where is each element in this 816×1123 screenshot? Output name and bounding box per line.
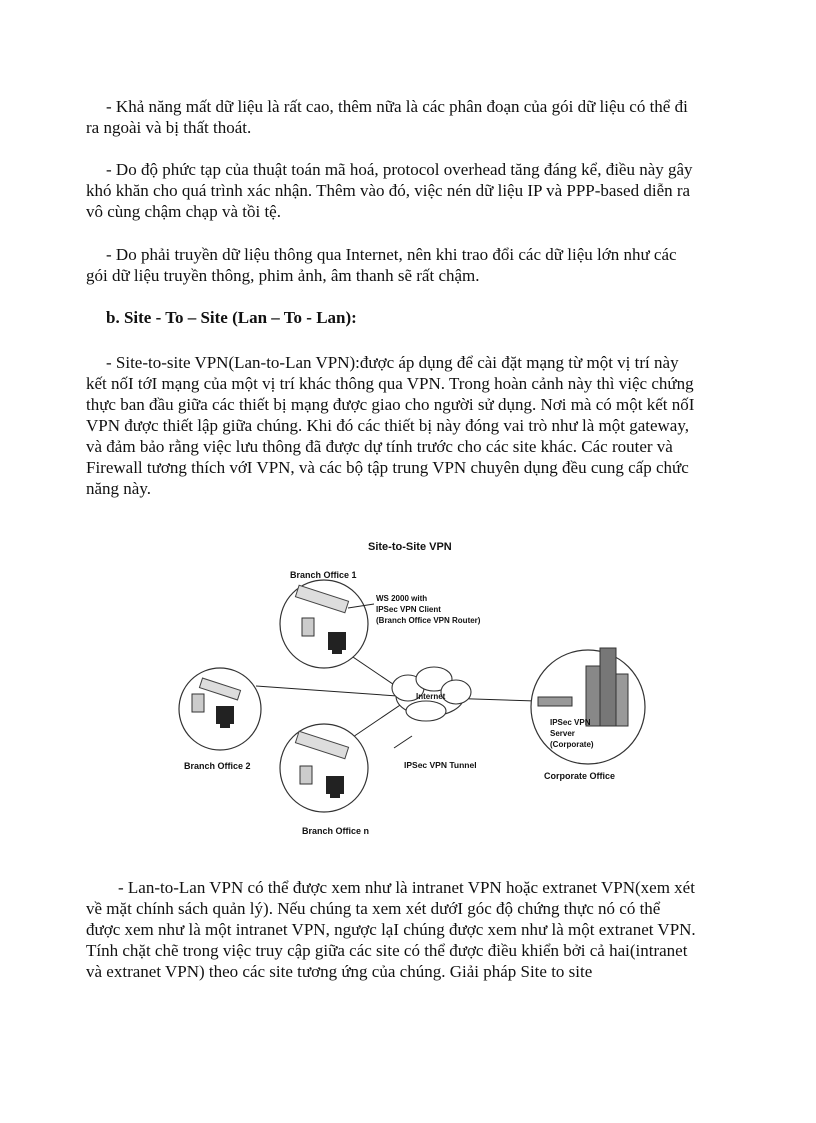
ws2000-label-line2: IPSec VPN Client	[376, 605, 441, 614]
paragraph-site-to-site: - Site-to-site VPN(Lan-to-Lan VPN):được áp dụng để cài đặt mạng từ một vị trí này kết nốI tớI mạng của một vị trí khác thông qua VPN. Trong hoàn cảnh này thì việc chứng thực ban đầu giữa các thiết bị mạng được giao cho người sử dụng. Nơi mà có một kết nốI VPN được thiết lập giữa chúng. Khi đó các thiết bị này đóng vai trò như là một gateway, và đảm bảo rằng việc lưu thông đã được dự tính trước cho các site khác. Các router và Firewall tương thích vớI VPN, và các bộ tập trung VPN chuyên dụng đều cung cấp chức năng này.	[86, 353, 695, 498]
branch-office-2-label: Branch Office 2	[184, 761, 251, 771]
ipsec-tunnel-label: IPSec VPN Tunnel	[404, 760, 477, 770]
ws2000-label-line3: (Branch Office VPN Router)	[376, 616, 481, 625]
paragraph-internet-speed: - Do phải truyền dữ liệu thông qua Internet, nên khi trao đổi các dữ liệu lớn như các gói dữ liệu truyền thông, phim ảnh, âm thanh sẽ rất chậm.	[86, 245, 677, 285]
section-heading: b. Site - To – Site (Lan – To - Lan):	[106, 308, 357, 327]
ws2000-label-line1: WS 2000 with	[376, 594, 428, 603]
paragraph-data-loss: - Khả năng mất dữ liệu là rất cao, thêm nữa là các phân đoạn của gói dữ liệu có thể đi ra ngoài và bị thất thoát.	[86, 97, 688, 137]
branch-office-1-label: Branch Office 1	[290, 570, 357, 580]
server-label-line2: Server	[550, 729, 575, 738]
branch-office-n-label: Branch Office n	[302, 826, 370, 836]
server-label-line1: IPSec VPN	[550, 718, 591, 727]
paragraph-protocol-overhead: - Do độ phức tạp của thuật toán mã hoá, protocol overhead tăng đáng kể, điều này gây khó khăn cho quá trình xác nhận. Thêm vào đó, việc nén dữ liệu IP và PPP-based diễn ra vô cùng chậm chạp và tồi tệ.	[86, 160, 693, 221]
paragraph-lan-to-lan: - Lan-to-Lan VPN có thể được xem như là intranet VPN hoặc extranet VPN(xem xét về mặt chính sách quản lý). Nếu chúng ta xem xét dướI góc độ chứng thực nó có thể được xem như là một intranet VPN, ngược lạI chúng được xem như là một extranet VPN. Tính chặt chẽ trong việc truy cập giữa các site có thể được điều khiển bởi cả hai(intranet và extranet VPN) theo các site tương ứng của chúng. Giải pháp Site to site	[86, 878, 696, 981]
branch-office-n-node	[280, 724, 368, 812]
branch-office-1-node	[280, 580, 368, 668]
site-to-site-vpn-diagram	[176, 536, 648, 846]
server-label-line3: (Corporate)	[550, 740, 594, 749]
corporate-office-label: Corporate Office	[544, 771, 616, 781]
internet-label: Internet	[416, 692, 446, 701]
diagram-title: Site-to-Site VPN	[368, 541, 452, 553]
branch-office-2-node	[179, 668, 261, 750]
